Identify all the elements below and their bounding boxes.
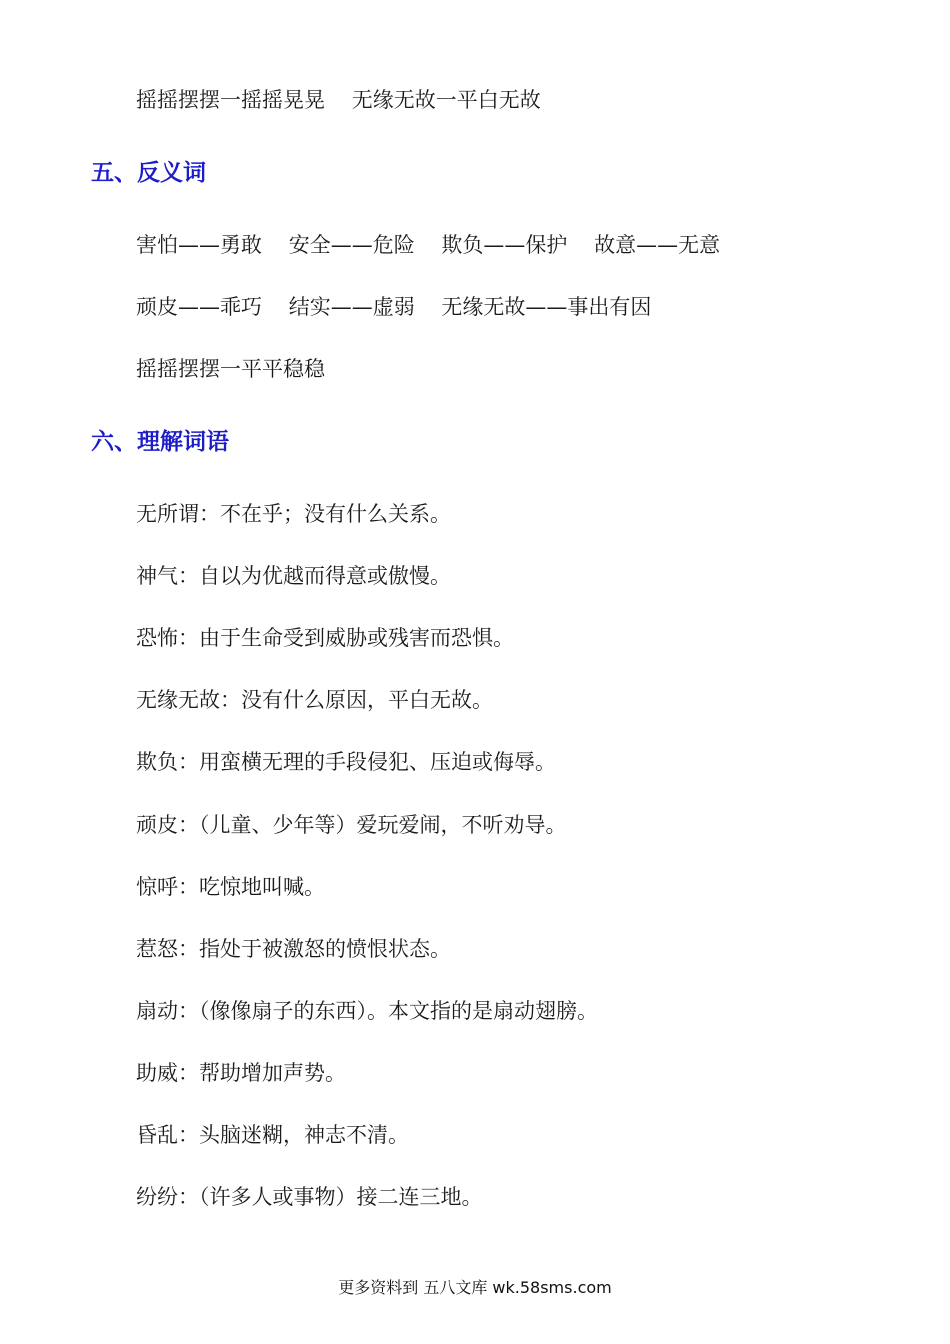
definition-line: 无所谓：不在乎；没有什么关系。 [136, 502, 451, 526]
definition-line: 欺负：用蛮横无理的手段侵犯、压迫或侮辱。 [136, 750, 556, 774]
definition-line: 昏乱：头脑迷糊，神志不清。 [136, 1123, 409, 1147]
antonym-line: 顽皮——乖巧 结实——虚弱 无缘无故——事出有因 [136, 295, 652, 319]
section-heading-antonyms: 五、反义词 [91, 160, 206, 186]
definition-line: 无缘无故：没有什么原因，平白无故。 [136, 688, 493, 712]
definition-line: 顽皮：（儿童、少年等）爱玩爱闹，不听劝导。 [136, 813, 567, 837]
definition-line: 神气：自以为优越而得意或傲慢。 [136, 564, 451, 588]
antonym-line: 害怕——勇敢 安全——危险 欺负——保护 故意——无意 [136, 233, 721, 257]
definition-line: 恐怖：由于生命受到威胁或残害而恐惧。 [136, 626, 514, 650]
definition-line: 惊呼：吃惊地叫喊。 [136, 875, 325, 899]
footer-link-text[interactable]: 更多资料到 五八文库 wk.58sms.com [338, 1278, 612, 1297]
definition-line: 扇动：（像像扇子的东西）。本文指的是扇动翅膀。 [136, 999, 598, 1023]
antonym-line: 摇摇摆摆一平平稳稳 [136, 357, 325, 381]
definition-line: 助威：帮助增加声势。 [136, 1061, 346, 1085]
definition-line: 惹怒：指处于被激怒的愤恨状态。 [136, 937, 451, 961]
definition-line: 纷纷：（许多人或事物）接二连三地。 [136, 1185, 483, 1209]
section-heading-definitions: 六、理解词语 [91, 429, 229, 455]
word-pair-line: 摇摇摆摆一摇摇晃晃 无缘无故一平白无故 [136, 88, 541, 112]
